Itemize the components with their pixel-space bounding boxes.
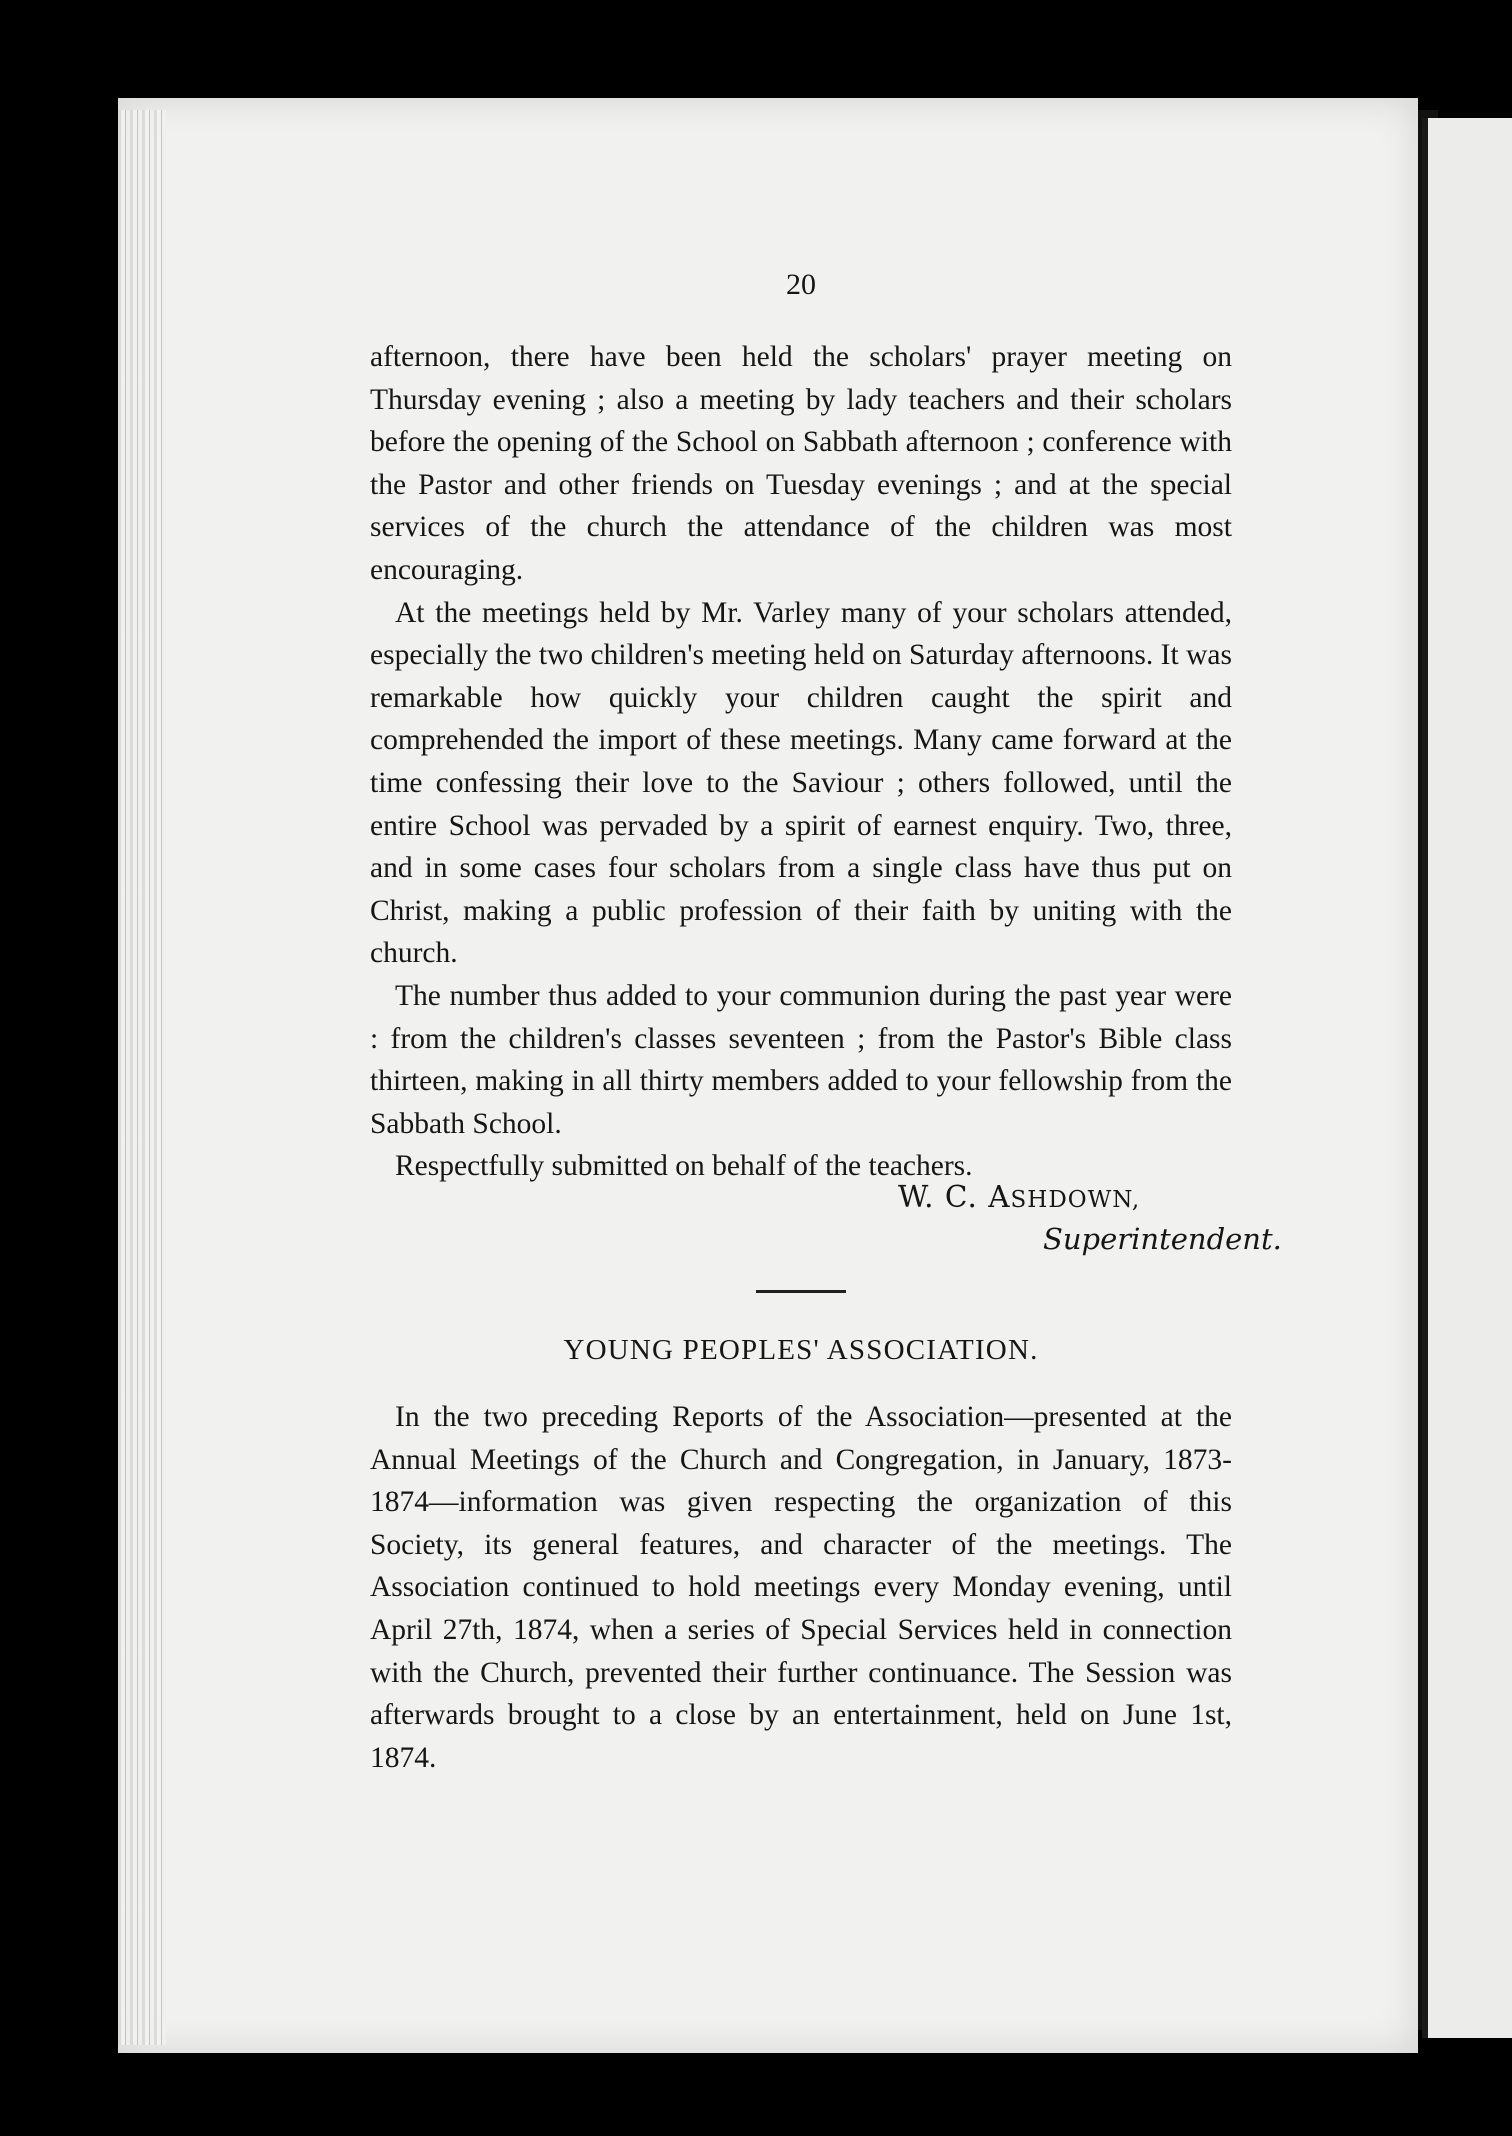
page-number: 20: [786, 268, 816, 301]
paragraph: At the meetings held by Mr. Varley many of your scholars attended, especially the two children's meeting held on Saturday afternoons. It was remarkable how quickly your children caught the spirit and comprehended the import of these meetings. Many came forward at the time confessing their love to the Saviour ; others followed, until the entire School was pervaded by a spirit of earnest enquiry. Two, three, and in some cases four scholars from a single class have thus put on Christ, making a public profession of their faith by uniting with the church.: [370, 596, 1232, 970]
section-divider: [756, 1290, 846, 1293]
signature-name: W. C. ASHDOWN,: [898, 1180, 1141, 1214]
paragraph: The number thus added to your communion during the past year were : from the children's classes seventeen ; from the Pastor's Bible class thirteen, making in all thirty members added to your fellowship from the Sabbath School.: [370, 979, 1232, 1140]
section-heading: YOUNG PEOPLES' ASSOCIATION.: [563, 1334, 1039, 1366]
signature-title: Superintendent.: [1043, 1222, 1282, 1256]
paragraph: Respectfully submitted on behalf of the teachers.: [395, 1150, 973, 1183]
report-body: [370, 336, 1232, 1188]
paragraph: In the two preceding Reports of the Association—presented at the Annual Meetings of the Church and Congregation, in January, 1873-1874—information was given respecting the organization of this Society, its general features, and character of the meetings. The Association continued to hold meetings every Monday evening, until April 27th, 1874, when a series of Special Services held in connection with the Church, prevented their further continuance. The Session was afterwards brought to a close by an entertainment, held on June 1st, 1874.: [370, 1401, 1232, 1774]
paragraph: afternoon, there have been held the scholars' prayer meeting on Thursday evening ; also a meeting by lady teachers and their scholars before the opening of the School on Sabbath afternoon ; conference with the Pastor and other friends on Tuesday evenings ; and at the special services of the church the attendance of the children was most encouraging.: [370, 341, 1232, 586]
facing-page-edge: [1422, 118, 1512, 2038]
association-body: [370, 1396, 1232, 1779]
page-edges: [118, 110, 166, 2045]
